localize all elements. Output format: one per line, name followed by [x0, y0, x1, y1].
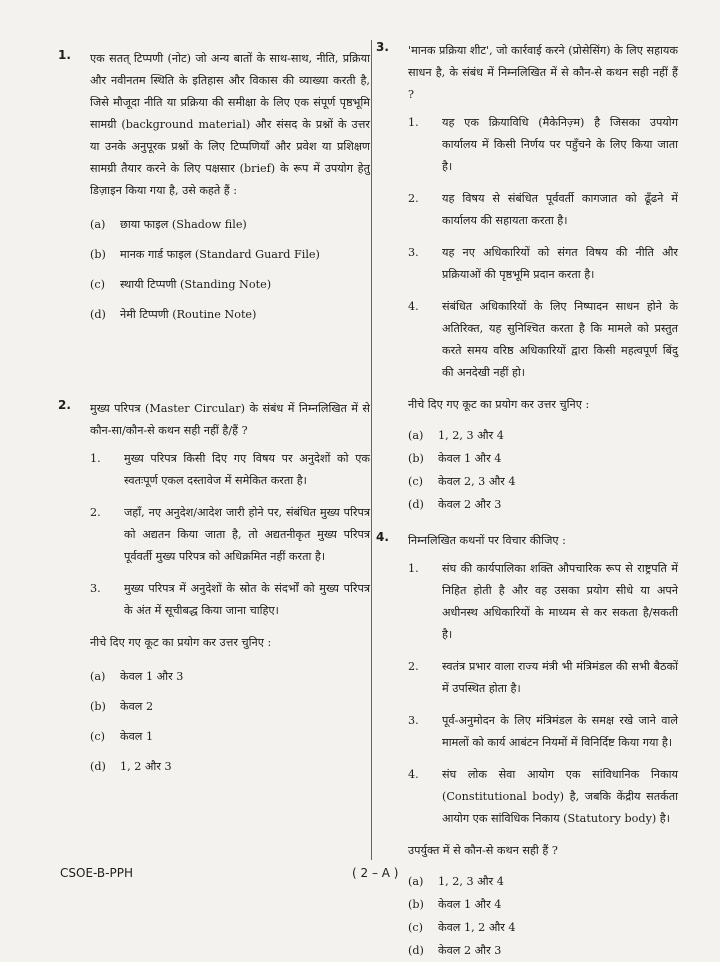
options-list	[408, 424, 678, 516]
option-c[interactable]: (c) स्थायी टिप्पणी (Standing Note)	[90, 278, 272, 291]
question-1	[60, 48, 370, 330]
option-d[interactable]: (d) केवल 2 और 3	[408, 498, 502, 511]
code-instruction: नीचे दिए गए कूट का प्रयोग कर उत्तर चुनिए :	[408, 398, 590, 411]
question-4	[378, 530, 678, 962]
option-c[interactable]: (c) केवल 2, 3 और 4	[408, 475, 516, 488]
code-instruction: उपर्युक्त में से कौन-से कथन सही हैं ?	[408, 844, 558, 857]
statement: 1. यह एक क्रियाविधि (मैकेनिज़्म) है जिसका उपयोग कार्यालय में किसी निर्णय पर पहुँचने के लिए किया जाता है।	[408, 116, 678, 173]
option-c[interactable]: (c) केवल 1	[90, 730, 154, 743]
code-instruction: नीचे दिए गए कूट का प्रयोग कर उत्तर चुनिए :	[90, 636, 272, 649]
question-2	[60, 398, 370, 782]
option-d[interactable]: (d) केवल 2 और 3	[408, 944, 502, 957]
paper-code: CSOE-B-PPH	[60, 866, 133, 880]
question-number: 2.	[58, 398, 71, 412]
statement: 2. जहाँ, नए अनुदेश/आदेश जारी होने पर, संबंधित मुख्य परिपत्र को अद्यतन किया जाता है, तो अद्यतनीकृत मुख्य परिपत्र पूर्ववर्ती मुख्य परिपत्र को अधिक्रमित नहीं करता है।	[90, 506, 370, 563]
options-list	[408, 870, 678, 962]
option-a[interactable]: (a) 1, 2, 3 और 4	[408, 875, 504, 888]
options-list	[90, 210, 370, 330]
option-a[interactable]: (a) केवल 1 और 3	[90, 670, 184, 683]
right-column	[378, 40, 678, 962]
question-text: मुख्य परिपत्र (Master Circular) के संबंध में निम्नलिखित में से कौन-सा/कौन-से कथन सही नहीं है/हैं ?	[90, 402, 370, 437]
statement: 3. पूर्व-अनुमोदन के लिए मंत्रिमंडल के समक्ष रखे जाने वाले मामलों को कार्य आबंटन नियमों में विनिर्दिष्ट किया गया है।	[408, 714, 678, 749]
column-divider	[371, 40, 372, 860]
statement: 2. यह विषय से संबंधित पूर्ववर्ती कागजात को ढूँढने में कार्यालय की सहायता करता है।	[408, 192, 678, 227]
question-text: 'मानक प्रक्रिया शीट', जो कार्रवाई करने (प्रोसेसिंग) के लिए सहायक साधन है, के संबंध में निम्नलिखित में से कौन-से कथन सही नहीं हैं ?	[408, 44, 678, 101]
statements-list	[408, 558, 678, 830]
option-a[interactable]: (a) छाया फाइल (Shadow file)	[90, 218, 247, 231]
option-c[interactable]: (c) केवल 1, 2 और 4	[408, 921, 516, 934]
statement: 4. संबंधित अधिकारियों के लिए निष्पादन साधन होने के अतिरिक्त, यह सुनिश्चित करता है कि मामले को प्रस्तुत करते समय वरिष्ठ अधिकारियों द्वारा किसी महत्वपूर्ण बिंदु की अनदेखी नहीं हो।	[408, 300, 678, 379]
statement: 1. संघ की कार्यपालिका शक्ति औपचारिक रूप से राष्ट्रपति में निहित होती है और वह उसका प्रयोग सीधे या अपने अधीनस्थ अधिकारियों के माध्यम से कर सकता है/सकती है।	[408, 562, 678, 641]
statements-list	[90, 448, 370, 622]
statement: 3. यह नए अधिकारियों को संगत विषय की नीति और प्रक्रियाओं की पृष्ठभूमि प्रदान करता है।	[408, 246, 678, 281]
question-number: 3.	[376, 40, 389, 54]
question-number: 1.	[58, 48, 71, 62]
option-d[interactable]: (d) नेमी टिप्पणी (Routine Note)	[90, 308, 257, 321]
option-b[interactable]: (b) केवल 1 और 4	[408, 898, 502, 911]
option-b[interactable]: (b) केवल 1 और 4	[408, 452, 502, 465]
option-a[interactable]: (a) 1, 2, 3 और 4	[408, 429, 504, 442]
statement: 4. संघ लोक सेवा आयोग एक सांविधानिक निकाय (Constitutional body) है, जबकि केंद्रीय सतर्कता आयोग एक सांविधिक निकाय (Statutory body) है।	[408, 768, 678, 825]
option-b[interactable]: (b) मानक गार्ड फाइल (Standard Guard File)	[90, 248, 320, 261]
statement: 3. मुख्य परिपत्र में अनुदेशों के स्रोत के संदर्भों को मुख्य परिपत्र के अंत में सूचीबद्ध किया जाना चाहिए।	[90, 582, 370, 617]
options-list	[90, 662, 370, 782]
page-number: ( 2 – A )	[352, 866, 399, 880]
left-column	[60, 40, 370, 782]
statement: 1. मुख्य परिपत्र किसी दिए गए विषय पर अनुदेशों को एक स्वतःपूर्ण एकल दस्तावेज में समेकित करता है।	[90, 452, 370, 487]
option-d[interactable]: (d) 1, 2 और 3	[90, 760, 172, 773]
statements-list	[408, 112, 678, 384]
question-text: निम्नलिखित कथनों पर विचार कीजिए :	[408, 534, 566, 547]
option-b[interactable]: (b) केवल 2	[90, 700, 154, 713]
statement: 2. स्वतंत्र प्रभार वाला राज्य मंत्री भी मंत्रिमंडल की सभी बैठकों में उपस्थित होता है।	[408, 660, 678, 695]
question-number: 4.	[376, 530, 389, 544]
question-text: एक सतत् टिप्पणी (नोट) जो अन्य बातों के साथ-साथ, नीति, प्रक्रिया और नवीनतम स्थिति के इतिहास और विकास की व्याख्या करती है, जिसे मौजूदा नीति या प्रक्रिया की समीक्षा के लिए एक संपूर्ण पृष्ठभूमि सामग्री (background material) और संसद के प्रश्नों के उत्तर या उनके अनुपूरक प्रश्नों के लिए टिप्पणियाँ और प्रवेश या प्रशिक्षण सामग्री तैयार करने के लिए पक्षसार (brief) के रूप में उपयोग हेतु डिज़ाइन किया गया है, उसे कहते हैं :	[90, 52, 370, 197]
question-3	[378, 40, 678, 516]
